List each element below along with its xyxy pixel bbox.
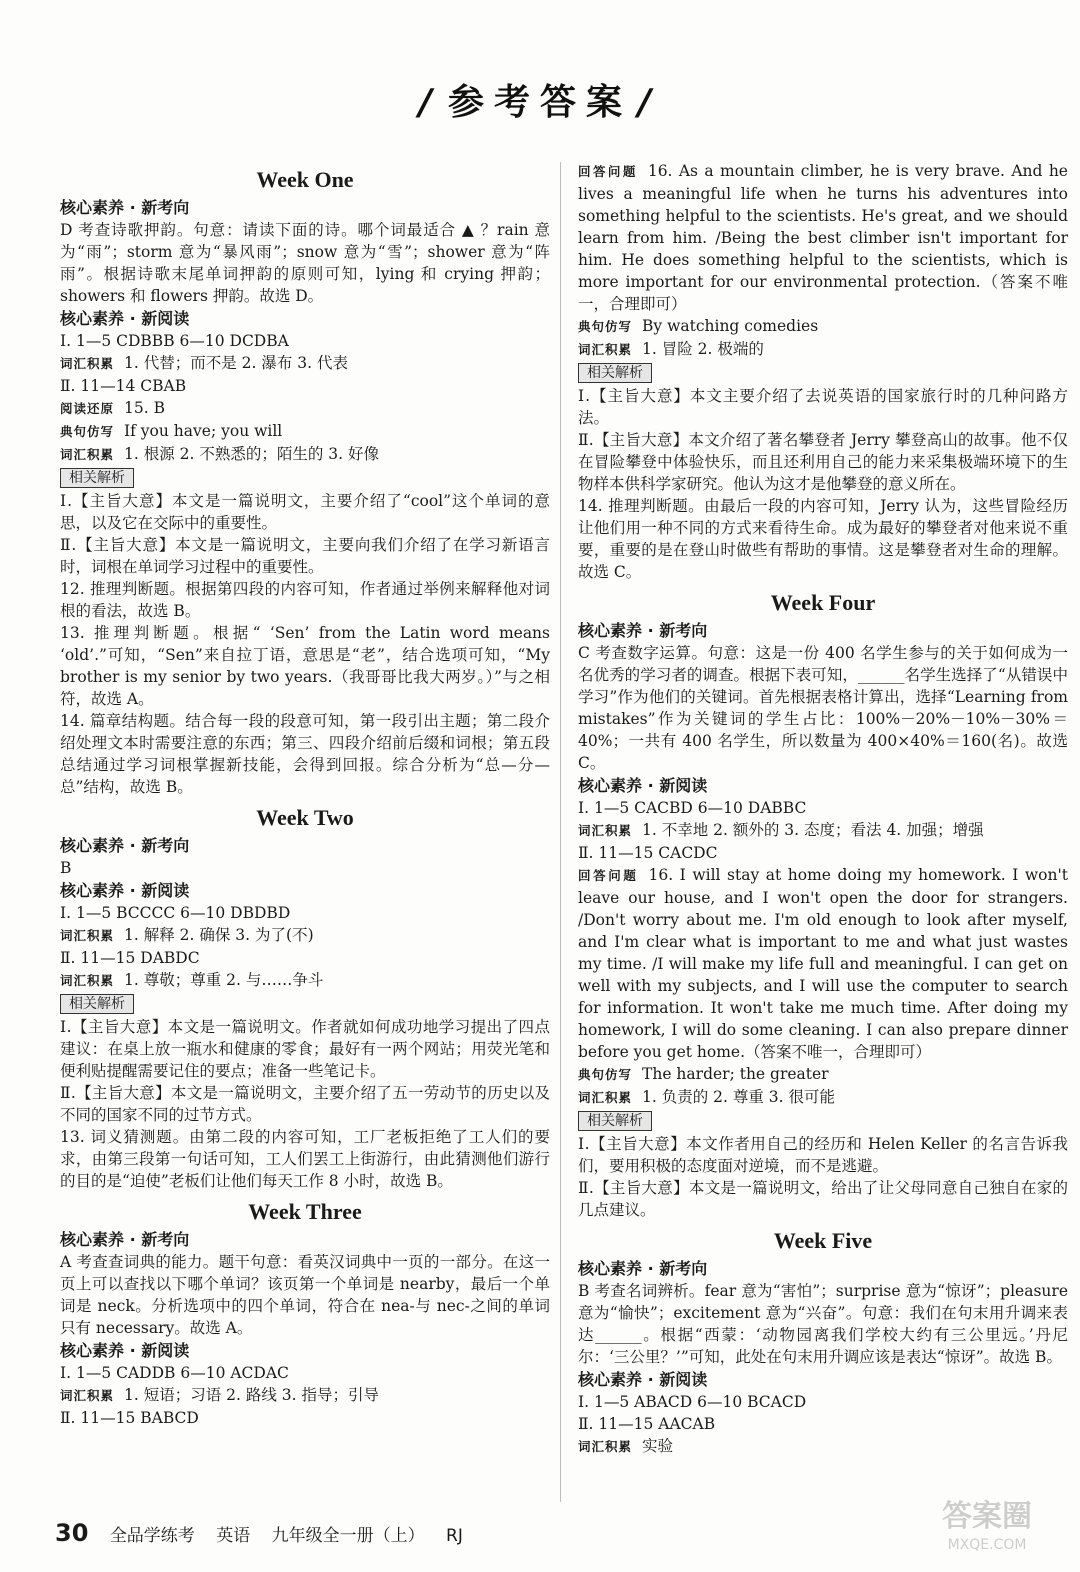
grade: 九年级全一册（上） bbox=[271, 1526, 425, 1546]
analysis-item: 14. 推理判断题。由最后一段的内容可知，Jerry 认为，这些冒险经历让他们用一种不同的方式来看待生命。成为最好的攀登者对他来说不重要，重要的是在登山时做些有帮助的事情。这是攀登者对生命的理解。故选 C。 bbox=[578, 497, 1068, 581]
analysis-tag: 相关解析 bbox=[60, 468, 134, 488]
label: 词汇积累 bbox=[578, 1090, 633, 1105]
analysis-tag: 相关解析 bbox=[60, 994, 134, 1014]
label: 典句仿写 bbox=[578, 1067, 633, 1082]
analysis-item: Ⅱ.【主旨大意】本文是一篇说明文，主要向我们介绍了在学习新语言时，词根在单词学习过程中的重要性。 bbox=[60, 536, 550, 576]
answer-line bbox=[60, 397, 550, 420]
section-heading: 核心素养 · 新阅读 bbox=[60, 881, 190, 900]
paragraph: B bbox=[60, 859, 72, 877]
label: 词汇积累 bbox=[60, 447, 115, 462]
answer-line bbox=[60, 352, 550, 375]
label: 词汇积累 bbox=[60, 928, 115, 943]
answer-line bbox=[60, 1384, 550, 1407]
watermark-text: 答案圈 bbox=[942, 1499, 1032, 1534]
answer-line bbox=[578, 1435, 1068, 1458]
paragraph: D 考查诗歌押韵。句意：请读下面的诗。哪个词最适合 ▲ ？rain 意为“雨”；storm 意为“暴风雨”；snow 意为“雪”；shower 意为“阵雨”。根据诗歌末尾单词押韵的原则可知，lying 和 crying 押韵；showers 和 flowers 押韵。故选 D。 bbox=[60, 221, 550, 305]
week-title: Week Four bbox=[770, 590, 876, 615]
answer-line: Ⅱ. 11—15 DABDC bbox=[60, 949, 200, 967]
column-divider bbox=[560, 162, 561, 1502]
label: 词汇积累 bbox=[60, 973, 115, 988]
week-title: Week Five bbox=[773, 1228, 873, 1253]
analysis-item: Ⅱ.【主旨大意】本文是一篇说明文，给出了让父母同意自己独自在家的几点建议。 bbox=[578, 1179, 1068, 1219]
subject: 英语 bbox=[216, 1526, 251, 1546]
analysis-tag: 相关解析 bbox=[578, 1111, 652, 1131]
answer-text: 1. 解释 2. 确保 3. 为了(不) bbox=[124, 926, 314, 944]
analysis-tag: 相关解析 bbox=[578, 363, 652, 383]
paragraph: C 考查数字运算。句意：这是一份 400 名学生参与的关于如何成为一名优秀的学习者的调查。根据下表可知，______名学生选择了“从错误中学习”作为他们的关键词。首先根据表格计算出，选择“Learning from mistakes”作为关键词的学生占比：100%－20%－10%－30%＝40%；一共有 400 名学生，所以数量为 400×40%＝160(名)。故选 C。 bbox=[578, 644, 1068, 772]
answer-line: Ⅰ. 1—5 CADDB 6—10 ACDAC bbox=[60, 1364, 289, 1382]
answer-text: The harder; the greater bbox=[642, 1065, 829, 1083]
analysis-item: Ⅰ.【主旨大意】本文是一篇说明文，主要介绍了“cool”这个单词的意思，以及它在交际中的重要性。 bbox=[60, 492, 550, 532]
analysis-item: 13. 词义猜测题。由第二段的内容可知，工厂老板拒绝了工人们的要求，由第三段第一句话可知，工人们罢工上街游行，由此猜测他们游行的目的是“迫使”老板们让他们每天工作 8 小时，故选 B。 bbox=[60, 1128, 550, 1190]
analysis-item: Ⅰ.【主旨大意】本文是一篇说明文。作者就如何成功地学习提出了四点建议：在桌上放一瓶水和健康的零食；最好有一两个网站；用荧光笔和便利贴提醒需要记住的要点；准备一些笔记卡。 bbox=[60, 1018, 550, 1080]
label: 典句仿写 bbox=[578, 319, 633, 334]
page-number: 30 bbox=[55, 1519, 89, 1547]
watermark-logo bbox=[912, 1500, 1062, 1560]
week-title: Week One bbox=[256, 167, 354, 192]
answer-text: 1. 尊敬；尊重 2. 与……争斗 bbox=[124, 971, 324, 989]
label: 回答问题 bbox=[578, 868, 639, 883]
edition: RJ bbox=[446, 1526, 463, 1546]
paragraph bbox=[578, 864, 1068, 1063]
right-column bbox=[578, 160, 1068, 1458]
analysis-item: Ⅱ.【主旨大意】本文是一篇说明文，主要介绍了五一劳动节的历史以及不同的国家不同的过节方式。 bbox=[60, 1084, 550, 1124]
paragraph bbox=[578, 160, 1068, 315]
analysis-item: 12. 推理判断题。根据第四段的内容可知，作者通过举例来解释他对词根的看法，故选 B。 bbox=[60, 580, 550, 620]
answer-text: 1. 负责的 2. 尊重 3. 很可能 bbox=[642, 1088, 836, 1106]
answer-line bbox=[60, 443, 550, 466]
answer-line bbox=[578, 819, 1068, 842]
analysis-item: 14. 篇章结构题。结合每一段的段意可知，第一段引出主题；第二段介绍处理文本时需要注意的东西；第三、四段介绍前后缀和词根；第五段总结通过学习词根掌握新技能，会得到回报。综合分析为“总—分—总”结构，故选 B。 bbox=[60, 712, 550, 796]
label: 词汇积累 bbox=[60, 1388, 115, 1403]
section-heading: 核心素养 · 新阅读 bbox=[60, 1341, 190, 1360]
answer-line: Ⅰ. 1—5 CDBBB 6—10 DCDBA bbox=[60, 332, 289, 350]
answer-text: 实验 bbox=[642, 1437, 674, 1455]
section-heading: 核心素养 · 新阅读 bbox=[60, 309, 190, 328]
answer-text: If you have; you will bbox=[124, 422, 283, 440]
label: 词汇积累 bbox=[578, 1439, 633, 1454]
answer-text: 1. 冒险 2. 极端的 bbox=[642, 340, 764, 358]
answer-line bbox=[60, 420, 550, 443]
answer-line bbox=[578, 1086, 1068, 1109]
analysis-item: Ⅱ.【主旨大意】本文介绍了著名攀登者 Jerry 攀登高山的故事。他不仅在冒险攀登中体验快乐，而且还利用自己的能力来采集极端环境下的生物样本供科学家研究。他认为这才是他攀登的意义所在。 bbox=[578, 431, 1068, 493]
label: 词汇积累 bbox=[578, 823, 633, 838]
answer-text: 1. 代替；而不是 2. 瀑布 3. 代表 bbox=[124, 354, 349, 372]
answer-line: Ⅰ. 1—5 ABACD 6—10 BCACD bbox=[578, 1393, 807, 1411]
answer-text: 16. I will stay at home doing my homework. I won't leave our house, and I won't open the door for strangers. /Don't worry about me. I'm old enough to look after myself, and I'm clear what is important to me and what just wastes my time. /I will make my life full and meaningful. I can get on well with my subjects, and I will use the computer to search for information. It won't take me much time. After doing my homework, I will do some cleaning. I can also prepare dinner before you get home.（答案不唯一，合理即可） bbox=[578, 866, 1068, 1061]
label: 典句仿写 bbox=[60, 424, 115, 439]
answer-key-banner: / 参考答案 / bbox=[418, 82, 662, 123]
answer-text: By watching comedies bbox=[642, 317, 819, 335]
banner-title: 参考答案 bbox=[447, 82, 632, 123]
analysis-item: Ⅰ.【主旨大意】本文作者用自己的经历和 Helen Keller 的名言告诉我们，要用积极的态度面对逆境，而不是逃避。 bbox=[578, 1135, 1068, 1175]
section-heading: 核心素养 · 新阅读 bbox=[578, 776, 708, 795]
section-heading: 核心素养 · 新阅读 bbox=[578, 1370, 708, 1389]
paragraph: B 考查名词辨析。fear 意为“害怕”；surprise 意为“惊讶”；pleasure 意为“愉快”；excitement 意为“兴奋”。句意：我们在句末用升调来表达______。根据“西蒙：‘动物园离我们学校大约有三公里远。’丹尼尔：‘三公里？’”可知，此处在句末用升调应该是表达“惊讶”。故选 B。 bbox=[578, 1282, 1068, 1366]
week-title: Week Three bbox=[248, 1199, 362, 1224]
label: 词汇积累 bbox=[60, 356, 115, 371]
answer-line: Ⅱ. 11—15 BABCD bbox=[60, 1409, 199, 1427]
analysis-item: Ⅰ.【主旨大意】本文主要介绍了去说英语的国家旅行时的几种问路方法。 bbox=[578, 387, 1068, 427]
answer-line bbox=[578, 1063, 1068, 1086]
label: 阅读还原 bbox=[60, 401, 115, 416]
answer-text: 15. B bbox=[124, 399, 165, 417]
answer-text: 1. 根源 2. 不熟悉的；陌生的 3. 好像 bbox=[124, 445, 380, 463]
section-heading: 核心素养 · 新考向 bbox=[60, 198, 190, 217]
answer-text: 16. As a mountain climber, he is very brave. And he lives a meaningful life when he turns his adventures into something helpful to the scientists. He's great, and we should learn from him. /Being the best climber isn't important for him. He does something helpful to the scientists, which is more important for our environmental protection.（答案不唯一，合理即可） bbox=[578, 162, 1068, 313]
section-heading: 核心素养 · 新考向 bbox=[578, 1259, 708, 1278]
answer-line bbox=[578, 315, 1068, 338]
watermark-url: MXQE.COM bbox=[947, 1537, 1027, 1553]
answer-line: Ⅱ. 11—14 CBAB bbox=[60, 377, 187, 395]
answer-line: Ⅱ. 11—15 CACDC bbox=[578, 844, 718, 862]
analysis-item: 13. 推理判断题。根据“ ‘Sen’ from the Latin word means ‘old’.”可知，“Sen”来自拉丁语，意思是“老”，结合选项可知，“My brother is my senior by two years.（我哥哥比我大两岁。）”与之相符，故选 A。 bbox=[60, 624, 550, 708]
page-footer bbox=[55, 1519, 479, 1547]
section-heading: 核心素养 · 新考向 bbox=[60, 836, 190, 855]
answer-line bbox=[60, 969, 550, 992]
answer-line: Ⅰ. 1—5 CACBD 6—10 DABBC bbox=[578, 799, 807, 817]
answer-line: Ⅱ. 11—15 AACAB bbox=[578, 1415, 716, 1433]
answer-line: Ⅰ. 1—5 BCCCC 6—10 DBDBD bbox=[60, 904, 291, 922]
book-name: 全品学练考 bbox=[109, 1526, 195, 1546]
section-heading: 核心素养 · 新考向 bbox=[60, 1230, 190, 1249]
answer-line bbox=[578, 338, 1068, 361]
answer-line bbox=[60, 924, 550, 947]
answer-text: 1. 不幸地 2. 额外的 3. 态度；看法 4. 加强；增强 bbox=[642, 821, 984, 839]
label: 词汇积累 bbox=[578, 342, 633, 357]
answer-text: 1. 短语；习语 2. 路线 3. 指导；引导 bbox=[124, 1386, 380, 1404]
section-heading: 核心素养 · 新考向 bbox=[578, 621, 708, 640]
label: 回答问题 bbox=[578, 164, 638, 179]
week-title: Week Two bbox=[256, 805, 354, 830]
paragraph: A 考查查词典的能力。题干句意：看英汉词典中一页的一部分。在这一页上可以查找以下哪个单词？该页第一个单词是 nearby，最后一个单词是 neck。分析选项中的四个单词，符合在 nea-与 nec-之间的单词只有 necessary。故选 A。 bbox=[60, 1253, 550, 1337]
left-column bbox=[60, 160, 550, 1429]
